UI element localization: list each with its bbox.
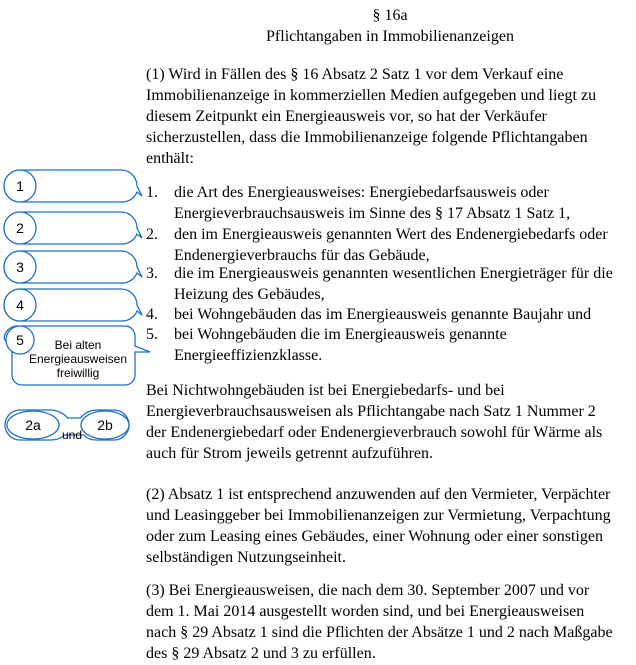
paragraph-line: sicherzustellen, dass die Immobilienanzeige folgende Pflichtangaben bbox=[146, 129, 588, 146]
callout-2b-label: 2b bbox=[97, 417, 113, 433]
callout-5-note-line: Bei alten bbox=[54, 338, 102, 352]
list-line: die Art des Energieausweises: Energiebedarfsausweis oder bbox=[174, 184, 549, 201]
callout-connector-text: und bbox=[61, 428, 83, 442]
list-line: Endenergieverbrauchs für das Gebäude, bbox=[174, 247, 430, 264]
paragraph-line: und Leasinggeber bei Immobilienanzeigen zur Vermietung, Verpachtung bbox=[146, 507, 611, 524]
callout-5-note-line: Energieausweisen bbox=[28, 352, 128, 366]
paragraph-line: diesem Zeitpunkt ein Energieausweis vor, so hat der Verkäufer bbox=[146, 108, 547, 125]
list-line: Energieeffizienzklasse. bbox=[174, 347, 323, 364]
paragraph-line: selbständigen Nutzungseinheit. bbox=[146, 549, 346, 566]
list-number: 3. bbox=[146, 265, 158, 282]
callout-2a-label: 2a bbox=[25, 417, 41, 433]
paragraph-line: Immobilienanzeige in kommerziellen Medien aufgegeben und liegt zu bbox=[146, 87, 597, 104]
list-line: Heizung des Gebäudes, bbox=[174, 286, 325, 303]
paragraph-line: (2) Absatz 1 ist entsprechend anzuwenden auf den Vermieter, Verpächter bbox=[146, 486, 611, 503]
section-number: § 16a bbox=[372, 7, 408, 24]
paragraph-line: Bei Nichtwohngebäuden ist bei Energiebedarfs- und bei bbox=[146, 382, 505, 399]
list-line: bei Wohngebäuden das im Energieausweis genannte Baujahr und bbox=[174, 306, 592, 323]
paragraph-line: dem 1. Mai 2014 ausgestellt worden sind, und bei Energieausweisen bbox=[146, 603, 585, 620]
paragraph-line: auch für Strom jeweils getrennt aufzuführen. bbox=[146, 445, 434, 462]
paragraph-line: (1) Wird in Fällen des § 16 Absatz 2 Satz 1 vor dem Verkauf eine bbox=[146, 66, 564, 83]
paragraph-line: des § 29 Absatz 2 und 3 zu erfüllen. bbox=[146, 645, 376, 662]
list-number: 1. bbox=[146, 184, 158, 201]
list-number: 5. bbox=[146, 326, 158, 343]
callout-4-label: 4 bbox=[16, 297, 24, 313]
callout-annotations bbox=[0, 0, 170, 460]
callout-5-note-line: freiwillig bbox=[56, 366, 100, 380]
paragraph-line: (3) Bei Energieausweisen, die nach dem 30. September 2007 und vor bbox=[146, 582, 590, 599]
list-number: 4. bbox=[146, 306, 158, 323]
section-title: Pflichtangaben in Immobilienanzeigen bbox=[266, 28, 514, 45]
paragraph-line: nach § 29 Absatz 1 sind die Pflichten der Absätze 1 und 2 nach Maßgabe bbox=[146, 624, 613, 641]
paragraph-line: oder zum Leasing eines Gebäudes, einer Wohnung oder einer sonstigen bbox=[146, 528, 603, 545]
paragraph-line: der Endenergiebedarf oder Endenergieverbrauch sowohl für Wärme als bbox=[146, 424, 603, 441]
list-line: die im Energieausweis genannten wesentlichen Energieträger für die bbox=[174, 265, 613, 282]
callout-3-label: 3 bbox=[16, 259, 24, 275]
list-number: 2. bbox=[146, 226, 158, 243]
callout-2-label: 2 bbox=[16, 220, 24, 236]
list-line: bei Wohngebäuden die im Energieausweis genannte bbox=[174, 326, 507, 343]
list-line: Energieverbrauchsausweis im Sinne des § 17 Absatz 1 Satz 1, bbox=[174, 205, 571, 222]
paragraph-line: enthält: bbox=[146, 150, 194, 167]
callout-1-label: 1 bbox=[16, 178, 24, 194]
callout-5-label: 5 bbox=[16, 332, 24, 348]
list-line: den im Energieausweis genannten Wert des Endenergiebedarfs oder bbox=[174, 226, 608, 243]
paragraph-line: Energieverbrauchsausweisen als Pflichtangabe nach Satz 1 Nummer 2 bbox=[146, 403, 596, 420]
